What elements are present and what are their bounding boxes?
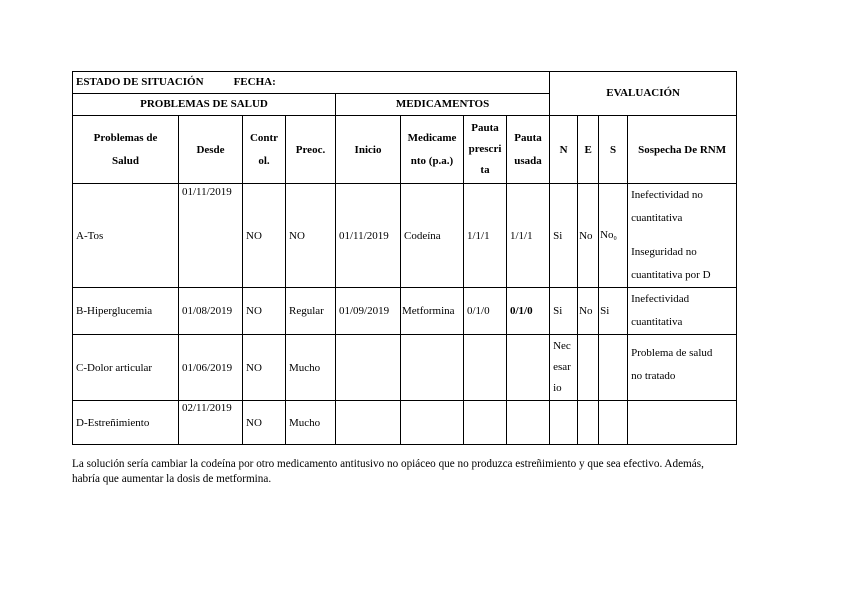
medicamentos-group-header: MEDICAMENTOS — [336, 94, 550, 116]
conclusion-line-2: habría que aumentar la dosis de metformina. — [72, 473, 272, 485]
medicamento-cell: Codeína — [401, 184, 464, 288]
s-cell: Si — [599, 288, 628, 335]
table-row — [73, 184, 737, 288]
col-header-inicio: Inicio — [336, 116, 401, 184]
estado-label: ESTADO DE SITUACIÓN — [76, 76, 204, 88]
preoc-cell: Regular — [286, 288, 336, 335]
pauta-prescrita-cell: 1/1/1 — [464, 184, 507, 288]
s-cell: $No_0$ — [599, 184, 628, 288]
inicio-cell: 01/09/2019 — [336, 288, 401, 335]
col-header-e: E — [578, 116, 599, 184]
evaluacion-header: EVALUACIÓN — [550, 72, 737, 116]
fecha-label: FECHA: — [233, 76, 276, 88]
pauta-usada-cell — [507, 401, 550, 445]
conclusion-note — [72, 457, 772, 487]
medicamento-cell: Metformina — [401, 288, 464, 335]
s-cell — [599, 401, 628, 445]
col-header-pauta-prescrita: Pauta prescri ta — [464, 116, 507, 184]
estado-situacion-header — [73, 72, 550, 94]
col-header-preoc: Preoc. — [286, 116, 336, 184]
desde-cell: 01/11/2019 — [179, 184, 243, 288]
sospecha-cell — [628, 401, 737, 445]
table-row — [73, 288, 737, 335]
sospecha-cell: Inefectividad no cuantitativa Inseguridad no cuantitativa por D — [628, 184, 737, 288]
col-header-control: Contr ol. — [243, 116, 286, 184]
problemas-salud-group-header: PROBLEMAS DE SALUD — [73, 94, 336, 116]
col-header-desde: Desde — [179, 116, 243, 184]
col-header-medicamento: Medicame nto (p.a.) — [401, 116, 464, 184]
s-cell — [599, 335, 628, 401]
pauta-usada-cell — [507, 335, 550, 401]
pauta-usada-cell: 1/1/1 — [507, 184, 550, 288]
problema-cell: C-Dolor articular — [73, 335, 179, 401]
e-cell: No — [578, 184, 599, 288]
col-header-s: S — [599, 116, 628, 184]
problema-cell: A-Tos — [73, 184, 179, 288]
inicio-cell: 01/11/2019 — [336, 184, 401, 288]
pauta-usada-cell: 0/1/0 — [507, 288, 550, 335]
col-header-sospecha: Sospecha De RNM — [628, 116, 737, 184]
col-header-pauta-usada: Pauta usada — [507, 116, 550, 184]
n-cell: Si — [550, 288, 578, 335]
table-row — [73, 335, 737, 401]
n-cell: Nec esar io — [550, 335, 578, 401]
estado-situacion-table — [72, 71, 737, 445]
col-header-problemas: Problemas de Salud — [73, 116, 179, 184]
conclusion-line-1: La solución sería cambiar la codeína por otro medicamento antitusivo no opiáceo que no produzca estreñimiento y que sea efectivo. Además, — [72, 458, 704, 470]
control-cell: NO — [243, 401, 286, 445]
desde-cell: 01/06/2019 — [179, 335, 243, 401]
control-cell: NO — [243, 335, 286, 401]
col-header-n: N — [550, 116, 578, 184]
pauta-prescrita-cell — [464, 401, 507, 445]
desde-cell: 01/08/2019 — [179, 288, 243, 335]
e-cell — [578, 401, 599, 445]
preoc-cell: Mucho — [286, 401, 336, 445]
e-cell — [578, 335, 599, 401]
preoc-cell: Mucho — [286, 335, 336, 401]
table-row — [73, 401, 737, 445]
problema-cell: B-Hiperglucemia — [73, 288, 179, 335]
preoc-cell: NO — [286, 184, 336, 288]
e-cell: No — [578, 288, 599, 335]
medicamento-cell — [401, 335, 464, 401]
n-cell — [550, 401, 578, 445]
medicamento-cell — [401, 401, 464, 445]
pauta-prescrita-cell — [464, 335, 507, 401]
sospecha-cell: Problema de salud no tratado — [628, 335, 737, 401]
pauta-prescrita-cell: 0/1/0 — [464, 288, 507, 335]
control-cell: NO — [243, 288, 286, 335]
problema-cell: D-Estreñimiento — [73, 401, 179, 445]
inicio-cell — [336, 401, 401, 445]
n-cell: Si — [550, 184, 578, 288]
control-cell: NO — [243, 184, 286, 288]
inicio-cell — [336, 335, 401, 401]
sospecha-cell: Inefectividad cuantitativa — [628, 288, 737, 335]
desde-cell: 02/11/2019 — [179, 401, 243, 445]
